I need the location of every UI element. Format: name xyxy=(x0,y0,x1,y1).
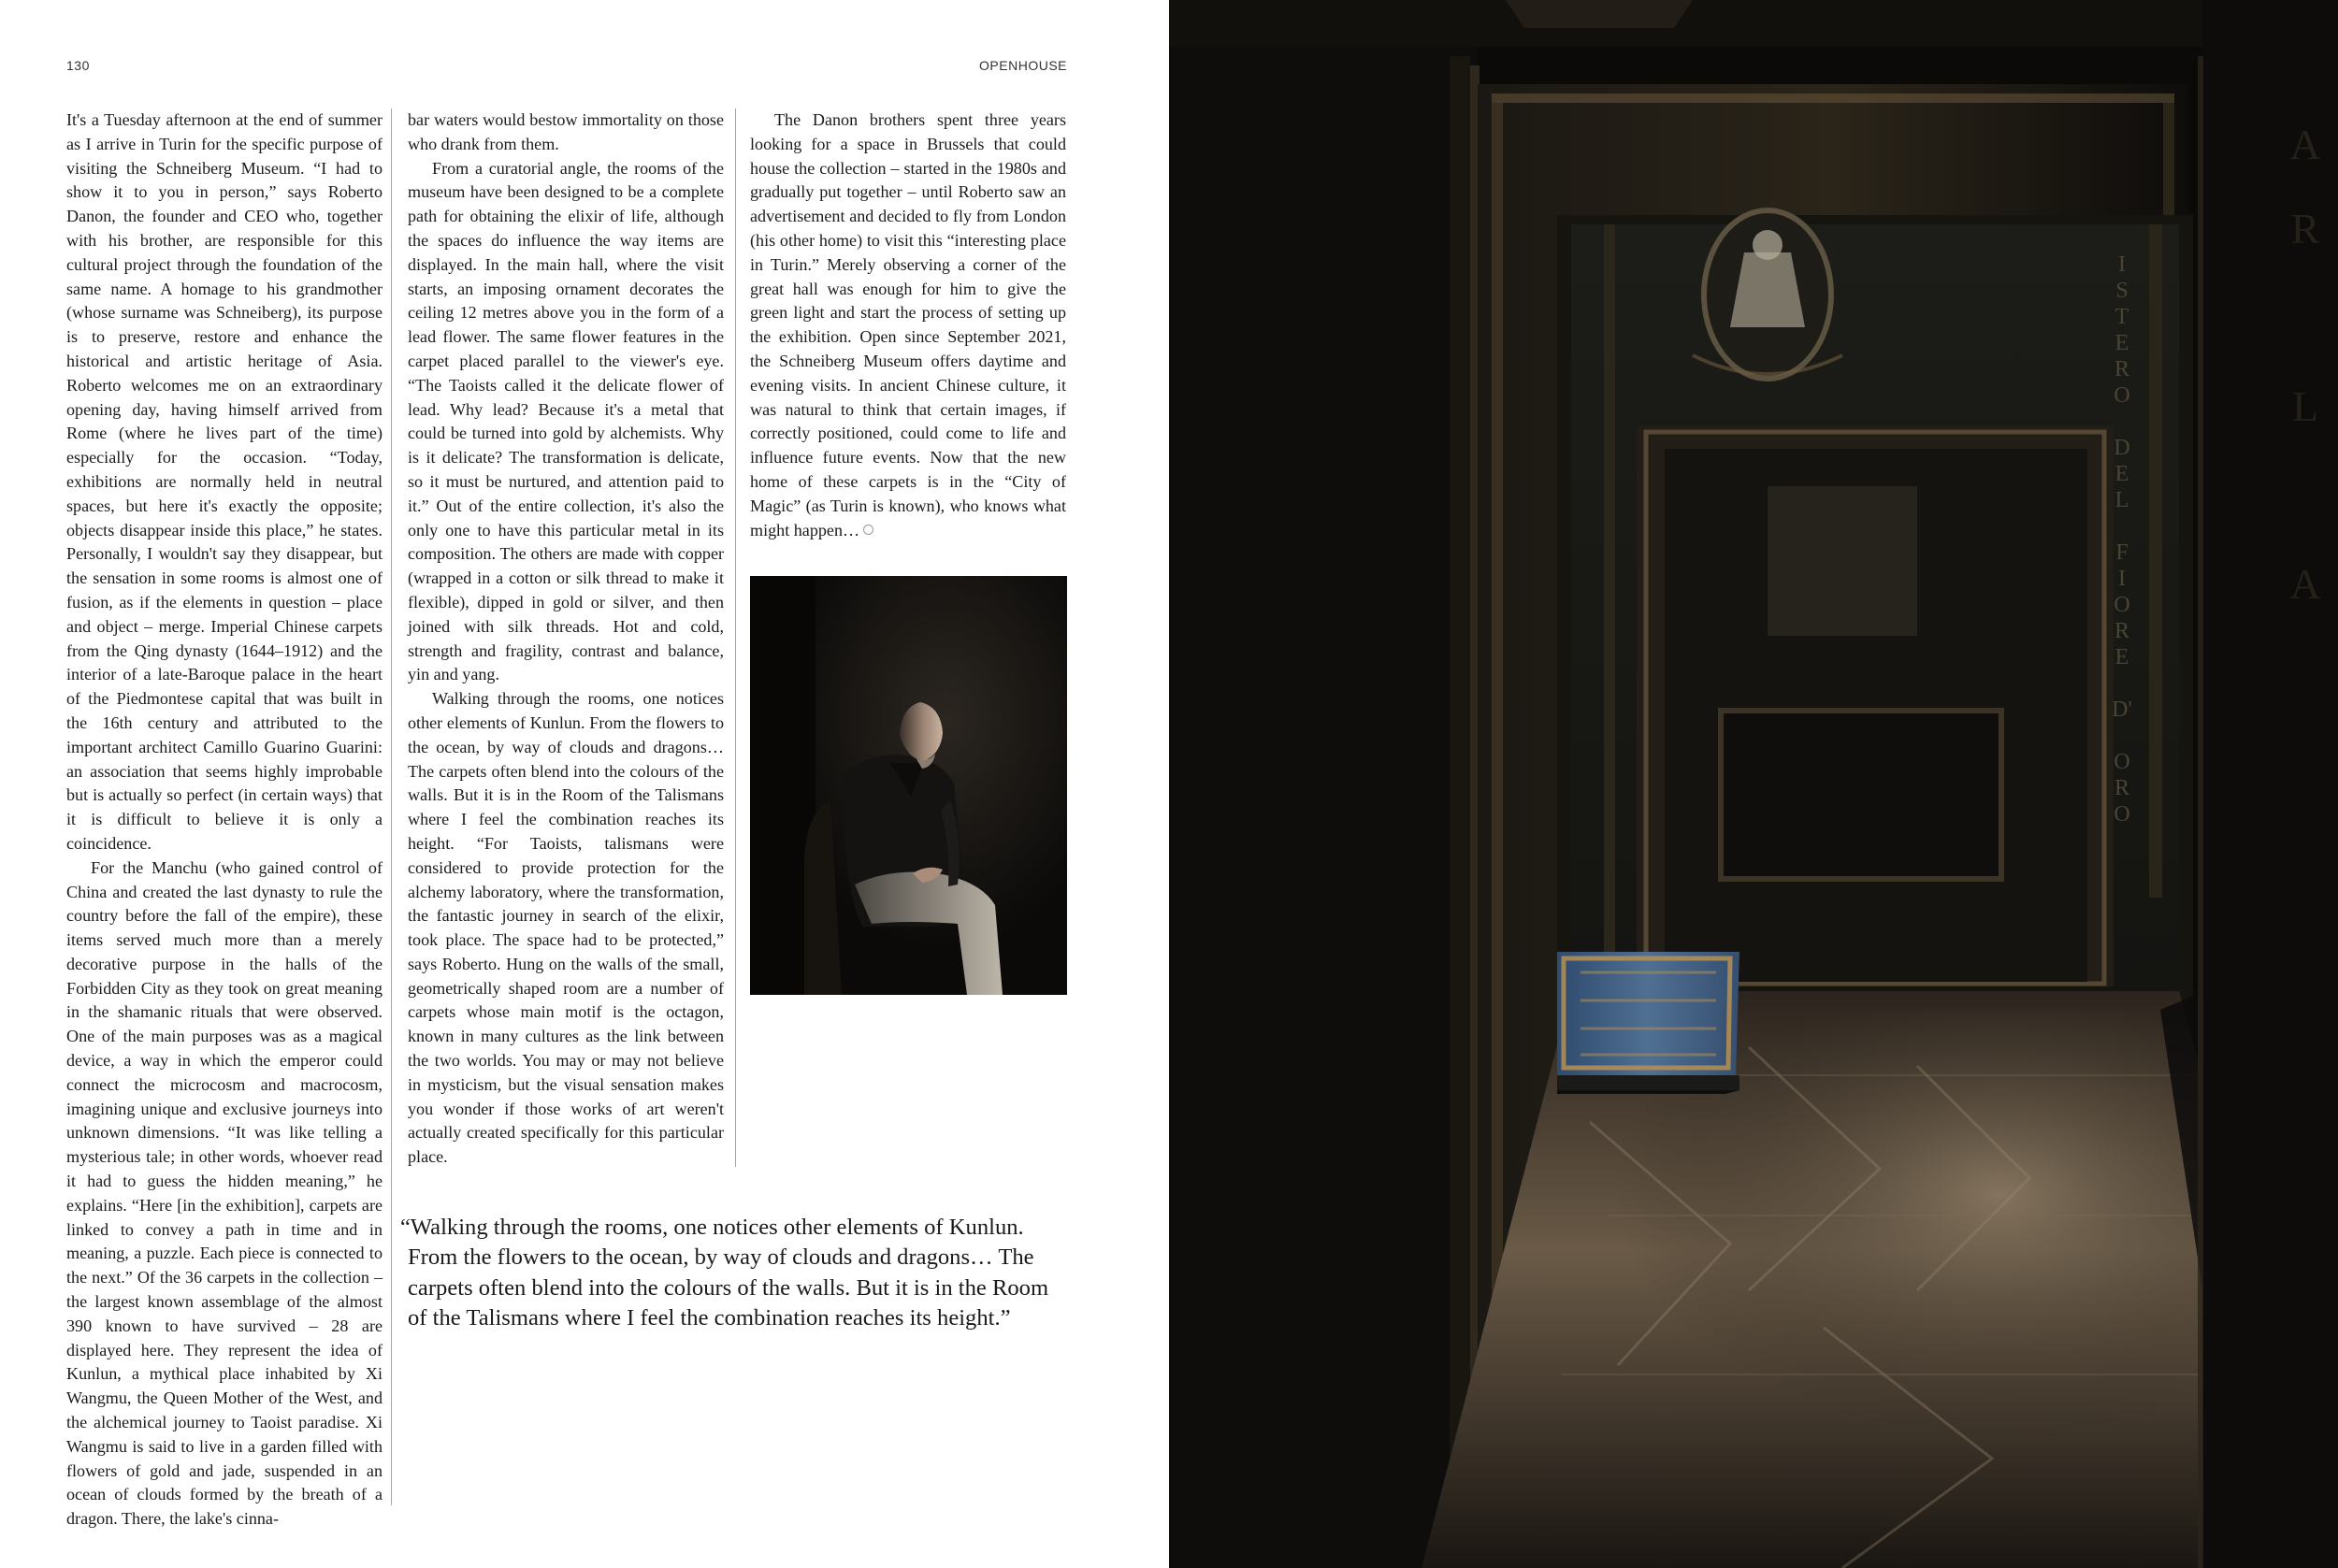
inscription-letter: L xyxy=(2291,382,2319,430)
end-mark-icon xyxy=(863,525,873,535)
paragraph: For the Manchu (who gained control of China and created the last dynasty to rule the country before the fall of the empire), these items served much more than a merely decorative purpose in the halls of the Forbidden City as they took on great meaning in the shamanic rituals that were observed. One of the main purposes was as a magical device, a way in which the emperor could connect the microcosm and macrocosm, imagining unique and exclusive journeys into unknown dimensions. “It was like telling a mysterious tale; in other words, whoever read it had to guess the hidden meaning,” he explains. “Here [in the exhibition], carpets are linked to convey a path in time and in meaning, a puzzle. Each piece is connected to the next.” Of the 36 carpets in the collection – the largest known assemblage of the almost 390 known to have survived – 28 are displayed here. They represent the idea of Kunlun, a mythical place inhabited by Xi Wangmu, the Queen Mother of the West, and the alchemical journey to Taoist paradise. Xi Wangmu is said to live in a garden filled with flowers of gold and jade, suspended in an ocean of clouds formed by the breath of a dragon. There, the lake's cinna- xyxy=(66,857,382,1529)
paragraph: From a curatorial angle, the rooms of the museum have been designed to be a complete path for obtaining the elixir of life, although the spaces do influence the way items are displayed. In the main hall, where the visit starts, an imposing ornament decorates the ceiling 12 metres above you in the form of a lead flower. The same flower features in the carpet placed parallel to the viewer's eye. “The Taoists called it the delicate flower of lead. Why lead? Because it's a metal that could be turned into gold by alchemists. Why is it delicate? The transformation is delicate, so it must be nurtured, and attention paid to it.” Out of the entire collection, it's also the only one to have this particular metal in its composition. The others are made with copper (wrapped in a cotton or silk thread to make it flexible), dipped in gold or silver, and then joined with silk threads. Hot and cold, strength and fragility, contrast and balance, yin and yang. xyxy=(408,158,724,684)
paragraph xyxy=(750,108,1066,542)
inscription-letter: R xyxy=(2114,776,2130,800)
inscription-letter: S xyxy=(2115,279,2129,303)
inscription-letter: D' xyxy=(2112,698,2132,722)
pull-quote xyxy=(400,1213,1074,1334)
inscription-letter: O xyxy=(2114,750,2130,774)
inscription-letter: O xyxy=(2114,383,2130,408)
palace-interior-photo xyxy=(1169,0,2338,1568)
text-column-2 xyxy=(408,108,724,1170)
inscription-letter: R xyxy=(2114,357,2130,381)
text-column-1 xyxy=(66,108,382,1532)
inscription-letter: E xyxy=(2114,462,2129,486)
inscription-letter: I xyxy=(2118,252,2126,277)
column-rule xyxy=(391,108,392,1505)
column-rule xyxy=(735,108,736,1167)
inscription-letter: R xyxy=(2290,205,2320,252)
inscription-letter: T xyxy=(2114,305,2129,329)
pull-quote-line: carpets often blend into the colours of the walls. But it is in the Room xyxy=(408,1274,1049,1301)
inscription-letter: L xyxy=(2114,488,2129,512)
inscription-letter: I xyxy=(2118,567,2126,591)
inscription-letter: E xyxy=(2114,331,2129,355)
inscription-letter: O xyxy=(2114,802,2130,827)
inscription-letter: A xyxy=(2289,121,2321,168)
inscription-letter: E xyxy=(2114,645,2129,669)
right-page-photo xyxy=(1169,0,2338,1568)
pull-quote-line: “Walking through the rooms, one notices other elements of Kunlun. xyxy=(400,1215,1024,1240)
text-column-3 xyxy=(750,108,1066,542)
page-number: 130 xyxy=(66,58,90,73)
paragraph: Walking through the rooms, one notices other elements of Kunlun. From the flowers to the ocean, by way of clouds and dragons… The carpets often blend into the colours of the walls. But it is in the Room of the Talismans where I feel the combination reaches its height. “For Taoists, talismans were considered to provide protection for the alchemy laboratory, where the transformation, the fantastic journey in search of the elixir, took place. The space had to be protected,” says Roberto. Hung on the walls of the small, geometrically shaped room are a number of carpets whose main motif is the octagon, known in many cultures as the link between the two worlds. You may or may not believe in mysticism, but the visual sensation makes you wonder if those works of art weren't actually created specifically for this particular place. xyxy=(408,689,724,1167)
inscription-letter: A xyxy=(2289,560,2321,608)
pull-quote-line: From the flowers to the ocean, by way of clouds and dragons… The xyxy=(408,1244,1034,1271)
paragraph: It's a Tuesday afternoon at the end of summer as I arrive in Turin for the specific purpose of visiting the Schneiberg Museum. “I had to show it to you in person,” says Roberto Danon, the founder and CEO who, together with his brother, are responsible for this cultural project through the foundation of the same name. A homage to his grandmother (whose surname was Schneiberg), its purpose is to preserve, restore and enhance the historical and artistic heritage of Asia. Roberto welcomes me on an extraordinary opening day, having himself arrived from Rome (where he lives part of the time) especially for the occasion. “Today, exhibitions are normally held in neutral spaces, but here it's exactly the opposite; objects disappear inside this place,” he states. Personally, I wouldn't say they disappear, but the sensation in some rooms is almost one of fusion, as if the elements in question – place and object – merge. Imperial Chinese carpets from the Qing dynasty (1644–1912) and the interior of a late-Baroque palace in the heart of the Piedmontese capital that was built in the 16th century and attributed to the important architect Camillo Guarino Guarini: an association that seems highly improbable but is actually so perfect (in certain ways) that it is difficult to believe it is only a coincidence. xyxy=(66,110,382,853)
paragraph-text: The Danon brothers spent three years looking for a space in Brussels that could house the collection – started in the 1980s and gradually put together – until Roberto saw an advertisement and decided to fly from London (his other home) to visit this “interesting place in Turin.” Merely observing a corner of the great hall was enough for him to give the green light and start the process of setting up the exhibition. Open since September 2021, the Schneiberg Museum offers daytime and evening visits. In ancient Chinese culture, it was natural to think that certain images, if correctly positioned, could come to life and influence future events. Now that the new home of these carpets is in the “City of Magic” (as Turin is known), who knows what might happen… xyxy=(750,110,1066,539)
paragraph: bar waters would bestow immortality on those who drank from them. xyxy=(408,110,724,153)
portrait-photo xyxy=(750,576,1067,995)
inscription-letter: F xyxy=(2115,540,2129,565)
section-title: OPENHOUSE xyxy=(979,58,1067,73)
inscription-letter: O xyxy=(2114,593,2130,617)
pull-quote-line: of the Talismans where I feel the combination reaches its height.” xyxy=(408,1305,1011,1331)
inscription-letter: D xyxy=(2114,436,2130,460)
portrait-image xyxy=(750,576,1067,995)
inscription-letter: R xyxy=(2114,619,2130,643)
